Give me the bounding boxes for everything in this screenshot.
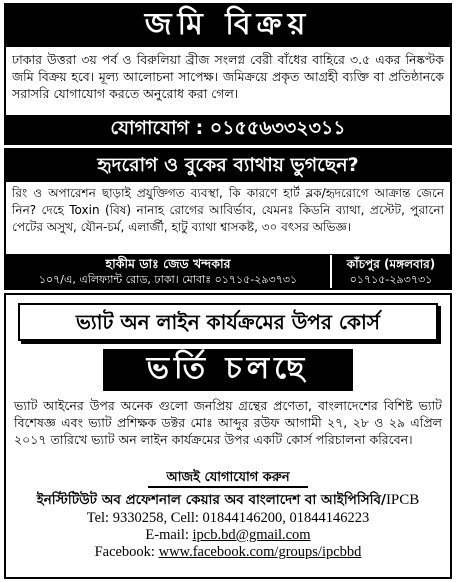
doctor-info	[6, 255, 332, 288]
heart-disease-ad	[4, 148, 452, 290]
phone-numbers: Tel: 9330258, Cell: 01844146200, 01844146223	[86, 510, 370, 526]
land-sale-ad	[4, 3, 452, 145]
course-body: ভ্যাট আইনের উপর অনেক গুলো জনপ্রিয় গ্রন্থের প্রণেতা, বাংলাদেশের বিশিষ্ট ভ্যাট বিশেষজ্ঞ এবং ভ্যাট প্রশিক্ষক ডক্টর মোঃ আব্দুর রউফ আগামী ২৭, ২৮ ও ২৯ এপ্রিল ২০১৭ তারিখে ভ্যাট অন লাইন কার্যক্রমের উপর একটি কোর্স পরিচালনা করিবেন।	[14, 398, 442, 447]
admission-banner: ভর্তি চলছে	[103, 349, 353, 391]
facebook-label: Facebook:	[94, 544, 159, 560]
branch-phone: ০১৭১৫-২৯৩৭৩১	[349, 273, 433, 286]
facebook-line	[12, 544, 444, 561]
facebook-link[interactable]: www.facebook.com/groups/ipcbbd	[158, 544, 362, 560]
course-title: ভ্যাট অন লাইন কার্যক্রমের উপর কোর্স	[18, 303, 438, 341]
email-link[interactable]: ipcb.bd@gmail.com	[192, 527, 311, 543]
branch-info	[332, 255, 450, 288]
land-sale-title: জমি বিক্রয়	[6, 5, 450, 47]
institute-name-bn: ইনস্টিটিউট অব প্রফেশনাল কেয়ার অব বাংলাদেশ বা আইপিসিবি/	[36, 492, 386, 508]
branch-name: কাঁচপুর (মঙ্গলবার)	[346, 257, 436, 271]
doctor-address: ১০৭/এ, এলিফ্যান্ট রোড, ঢাকা। মোবাঃ ০১৭১৫-২৯৩৭৩১	[38, 273, 298, 286]
land-sale-contact: যোগাযোগ : ০১৫৫৬৩৩২৩১১	[6, 115, 450, 143]
heart-disease-title: হৃদরোগ ও বুকের ব্যাথায় ভুগছেন?	[6, 150, 450, 182]
doctor-name: হাকীম ডাঃ জেড খন্দকার	[105, 256, 231, 271]
land-sale-body: ঢাকার উত্তরা ৩য় পর্ব ও বিরুলিয়া ব্রীজ সংলগ্ন বেরী বাঁধের বাহিরে ৩.৫ একর নিষ্কণ্টক জমি বিক্রয় হবে। মূল্য আলোচনা সাপেক্ষ। জমিক্রয়ে প্রকৃত আগ্রহী ব্যক্তি বা প্রতিষ্ঠানকে সরাসরি যোগাযোগ করতে অনুরোধ করা গেল।	[12, 52, 444, 101]
email-label: E-mail:	[145, 527, 193, 543]
institute-name-en: IPCB	[385, 492, 420, 508]
institute-name	[12, 490, 444, 510]
email-line	[12, 527, 444, 544]
vat-course-ad	[4, 293, 452, 579]
contact-now-heading: আজই যোগাযোগ করুন	[148, 469, 308, 488]
heart-disease-body: রিং ও অপারেশন ছাড়াই প্রযুক্তিগত ব্যবস্থা, কি কারণে হার্ট ব্লক/হৃদরোগে আক্রান্ত জেনে নিন? দেহে Toxin (বিষ) নানাহ রোগের আবির্ভাব, যেমনঃ কিডনি ব্যাথা, প্রস্টেট, পুরানো পেটের অসুখ, যৌন-চর্ম, এলার্জী, হাটু ব্যাথা শ্বাসকষ্ট, ৩০ বৎসর অভিজ্ঞ।	[12, 186, 444, 234]
heart-disease-footer	[6, 254, 450, 288]
